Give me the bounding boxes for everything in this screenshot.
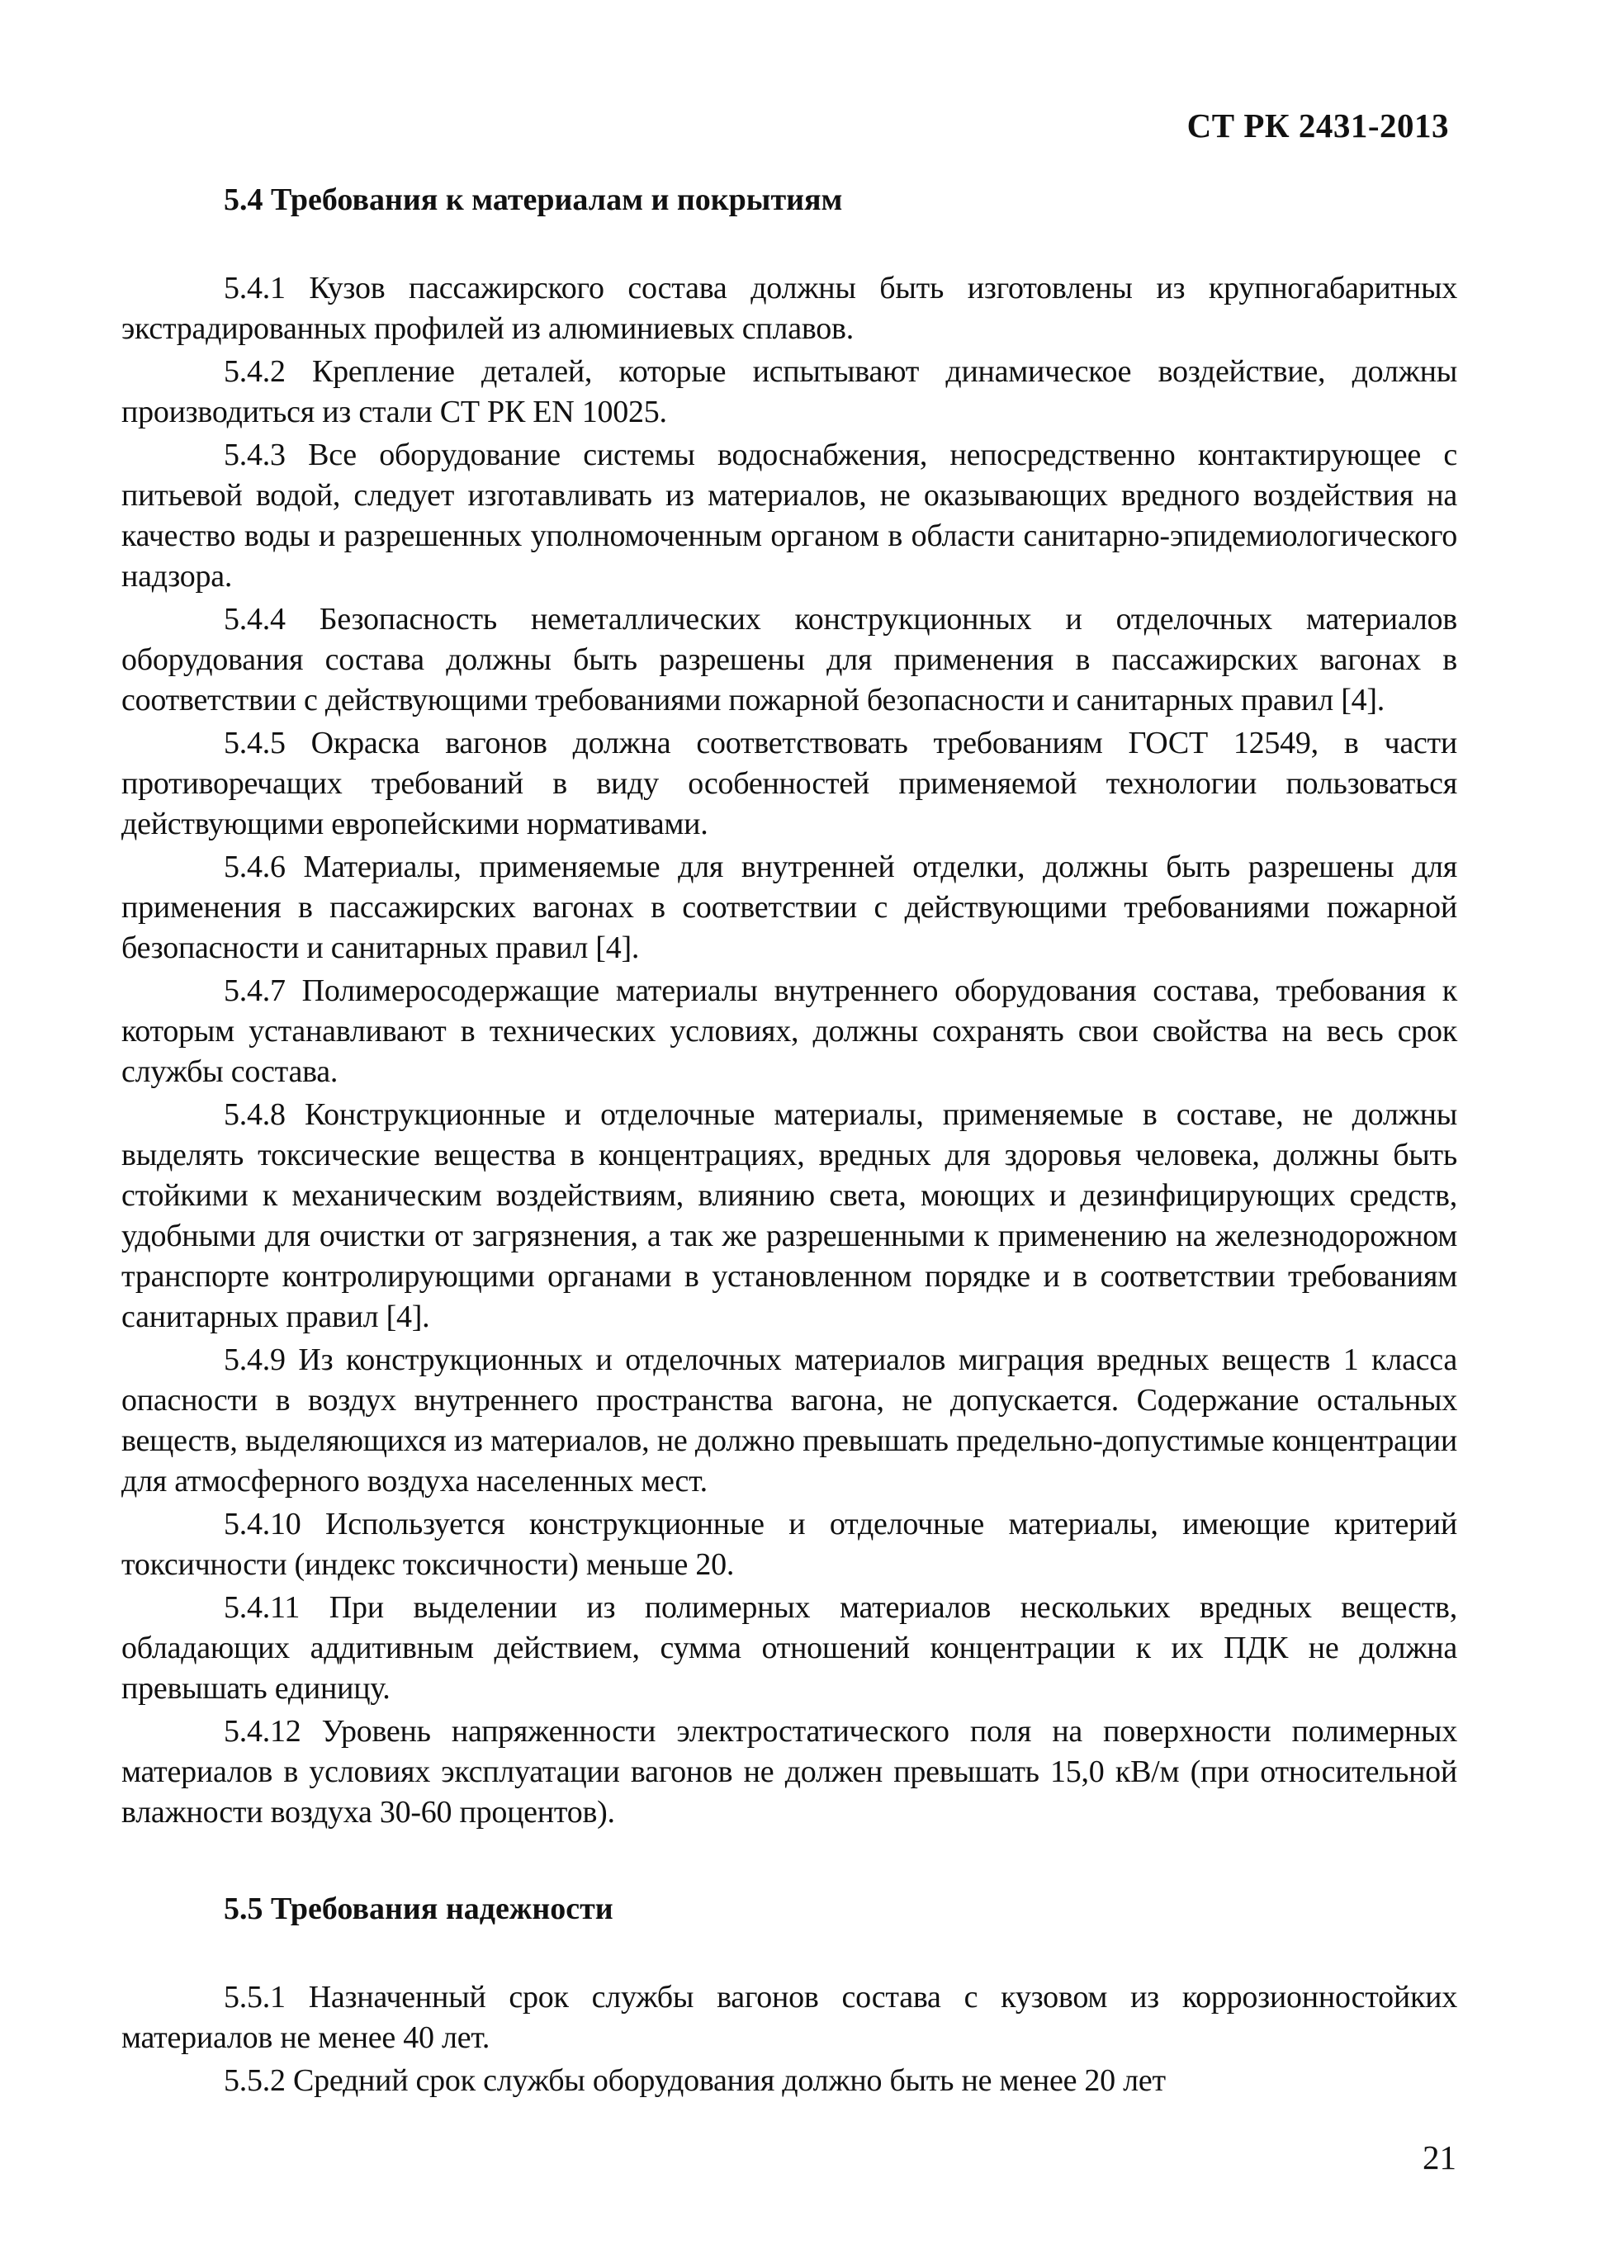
paragraph-5-5-2: 5.5.2 Средний срок службы оборудования должно быть не менее 20 лет bbox=[224, 2063, 1166, 2098]
paragraph-5-4-7: 5.4.7 Полимеросодержащие материалы внутреннего оборудования состава, требования к которым устанавливают в технических условиях, должны сохранять свои свойства на весь срок службы состава. bbox=[121, 973, 1457, 1089]
paragraph-5-4-9: 5.4.9 Из конструкционных и отделочных материалов миграция вредных веществ 1 класса опасности в воздух внутреннего пространства вагона, не допускается. Содержание остальных веществ, выделяющихся из материалов, не должно превышать предельно-допустимые концентрации для атмосферного воздуха населенных мест. bbox=[121, 1342, 1457, 1499]
paragraph-5-4-12: 5.4.12 Уровень напряженности электростатического поля на поверхности полимерных материалов в условиях эксплуатации вагонов не должен превышать 15,0 кВ/м (при относительной влажности воздуха 30-60 процентов). bbox=[121, 1714, 1457, 1830]
section-heading-5-4: 5.4 Требования к материалам и покрытиям bbox=[224, 182, 843, 217]
section-heading-5-5: 5.5 Требования надежности bbox=[224, 1892, 613, 1926]
paragraph-5-4-6: 5.4.6 Материалы, применяемые для внутренней отделки, должны быть разрешены для применения в пассажирских вагонах в соответствии с действующими требованиями пожарной безопасности и санитарных правил [4]. bbox=[121, 850, 1457, 965]
paragraph-5-4-3: 5.4.3 Все оборудование системы водоснабжения, непосредственно контактирующее с питьевой водой, следует изготавливать из материалов, не оказывающих вредного воздействия на качество воды и разрешенных уполномоченным органом в области санитарно-эпидемиологического надзора. bbox=[121, 438, 1457, 594]
paragraph-5-4-4: 5.4.4 Безопасность неметаллических конструкционных и отделочных материалов оборудования состава должны быть разрешены для применения в пассажирских вагонах в соответствии с действующими требованиями пожарной безопасности и санитарных правил [4]. bbox=[121, 602, 1457, 717]
paragraph-5-4-8: 5.4.8 Конструкционные и отделочные материалы, применяемые в составе, не должны выделять токсические вещества в концентрациях, вредных для здоровья человека, должны быть стойкими к механическим воздействиям, влиянию света, моющих и дезинфицирующих средств, удобными для очистки от загрязнения, а так же разрешенными к применению на железнодорожном транспорте контролирующими органами в установленном порядке и в соответствии требованиям санитарных правил [4]. bbox=[121, 1097, 1457, 1334]
document-code: СТ РК 2431-2013 bbox=[1186, 107, 1449, 144]
page-number: 21 bbox=[1423, 2138, 1456, 2176]
page-content bbox=[121, 180, 1457, 2104]
paragraph-5-4-10: 5.4.10 Используется конструкционные и отделочные материалы, имеющие критерий токсичности (индекс токсичности) меньше 20. bbox=[121, 1507, 1457, 1582]
paragraph-5-5-1: 5.5.1 Назначенный срок службы вагонов состава с кузовом из коррозионностойких материалов не менее 40 лет. bbox=[121, 1980, 1457, 2055]
paragraph-5-4-5: 5.4.5 Окраска вагонов должна соответствовать требованиям ГОСТ 12549, в части противоречащих требований в виду особенностей применяемой технологии пользоваться действующими европейскими нормативами. bbox=[121, 726, 1457, 841]
paragraph-5-4-2: 5.4.2 Крепление деталей, которые испытывают динамическое воздействие, должны производиться из стали СТ РК EN 10025. bbox=[121, 354, 1457, 429]
paragraph-5-4-11: 5.4.11 При выделении из полимерных материалов нескольких вредных веществ, обладающих аддитивным действием, сумма отношений концентрации к их ПДК не должна превышать единицу. bbox=[121, 1590, 1457, 1706]
paragraph-5-4-1: 5.4.1 Кузов пассажирского состава должны быть изготовлены из крупногабаритных экстрадированных профилей из алюминиевых сплавов. bbox=[121, 271, 1457, 346]
